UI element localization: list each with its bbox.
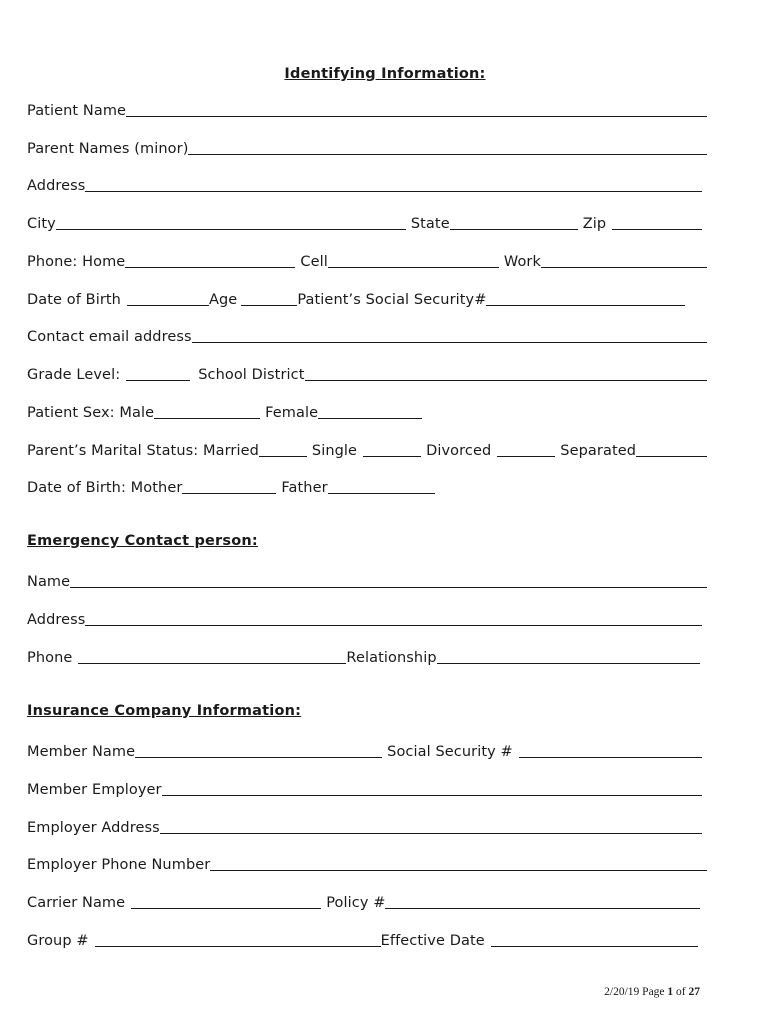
page-title: Identifying Information: [284,66,486,82]
parent-names-row [27,138,707,158]
single-label: Single [311,443,358,459]
emergency-name-label: Name [27,574,71,590]
employer-address-row [27,817,702,837]
email-row [27,326,707,346]
policy-label: Policy # [326,895,386,911]
female-label: Female [265,405,319,421]
carrier-name-field[interactable] [131,894,321,909]
zip-field[interactable] [612,215,702,230]
social-security-label: Social Security # [387,744,513,760]
emergency-address-row [27,609,702,629]
emergency-address-label: Address [27,612,86,628]
emergency-phone-row [27,647,700,667]
city-field[interactable] [56,215,406,230]
footer-total-pages: 27 [688,986,700,998]
relationship-field[interactable] [437,649,700,664]
married-field[interactable] [259,442,307,457]
dob-age-ssn-row [27,289,685,309]
school-district-field[interactable] [305,366,707,381]
sex-male-label: Patient Sex: Male [27,405,155,421]
city-label: City [27,216,56,232]
member-name-row [27,741,702,761]
separated-label: Separated [560,443,637,459]
father-label: Father [281,480,328,496]
parent-names-field[interactable] [188,140,707,155]
footer-date: 2/20/19 Page [604,986,665,998]
age-label: Age [208,292,238,308]
zip-label: Zip [582,216,607,232]
group-field[interactable] [95,932,381,947]
member-employer-field[interactable] [162,781,702,796]
page-footer [604,986,700,998]
carrier-name-label: Carrier Name [27,895,126,911]
employer-phone-label: Employer Phone Number [27,857,211,873]
emergency-heading: Emergency Contact person: [27,533,258,549]
address-field[interactable] [85,177,702,192]
carrier-policy-row [27,892,700,912]
city-state-zip-row [27,213,702,233]
member-name-field[interactable] [135,743,382,758]
work-field[interactable] [541,253,707,268]
married-label: Parent’s Marital Status: Married [27,443,259,459]
phone-row [27,251,707,271]
effective-date-field[interactable] [491,932,698,947]
state-label: State [410,216,450,232]
grade-label: Grade Level: [27,367,121,383]
email-label: Contact email address [27,329,192,345]
cell-field[interactable] [328,253,499,268]
dob-label: Date of Birth [27,292,121,308]
emergency-name-row [27,571,707,591]
separated-field[interactable] [636,442,707,457]
emergency-phone-field[interactable] [78,649,346,664]
sex-row [27,402,422,422]
phone-home-field[interactable] [125,253,295,268]
dob-field[interactable] [127,291,209,306]
employer-phone-row [27,854,707,874]
age-field[interactable] [241,291,297,306]
ssn-label: Patient’s Social Security# [297,292,487,308]
patient-name-field[interactable] [126,102,707,117]
grade-school-row [27,364,707,384]
member-ssn-field[interactable] [519,743,702,758]
employer-address-label: Employer Address [27,820,160,836]
relationship-label: Relationship [346,650,437,666]
group-label: Group # [27,933,89,949]
patient-name-label: Patient Name [27,103,127,119]
insurance-heading: Insurance Company Information: [27,703,302,719]
parent-names-label: Parent Names (minor) [27,141,189,157]
divorced-label: Divorced [426,443,492,459]
female-field[interactable] [318,404,422,419]
employer-phone-field[interactable] [210,856,707,871]
school-district-label: School District [198,367,305,383]
member-employer-row [27,779,702,799]
single-field[interactable] [363,442,421,457]
dob-mother-field[interactable] [182,479,276,494]
footer-page-number: 1 [667,986,674,998]
address-label: Address [27,178,86,194]
member-employer-label: Member Employer [27,782,162,798]
group-date-row [27,930,698,950]
divorced-field[interactable] [497,442,555,457]
dob-mother-label: Date of Birth: Mother [27,480,183,496]
address-row [27,175,702,195]
grade-field[interactable] [126,366,190,381]
cell-label: Cell [300,254,328,270]
phone-home-label: Phone: Home [27,254,126,270]
marital-status-row [27,440,707,460]
male-field[interactable] [154,404,260,419]
emergency-name-field[interactable] [70,573,707,588]
patient-name-row [27,100,707,120]
work-label: Work [503,254,541,270]
parents-dob-row [27,477,435,497]
state-field[interactable] [450,215,578,230]
ssn-field[interactable] [486,291,685,306]
emergency-address-field[interactable] [85,611,702,626]
email-field[interactable] [192,328,707,343]
effective-date-label: Effective Date [380,933,485,949]
footer-of: of [676,986,686,998]
dob-father-field[interactable] [328,479,435,494]
emergency-phone-label: Phone [27,650,73,666]
employer-address-field[interactable] [160,819,702,834]
member-name-label: Member Name [27,744,136,760]
policy-field[interactable] [385,894,700,909]
